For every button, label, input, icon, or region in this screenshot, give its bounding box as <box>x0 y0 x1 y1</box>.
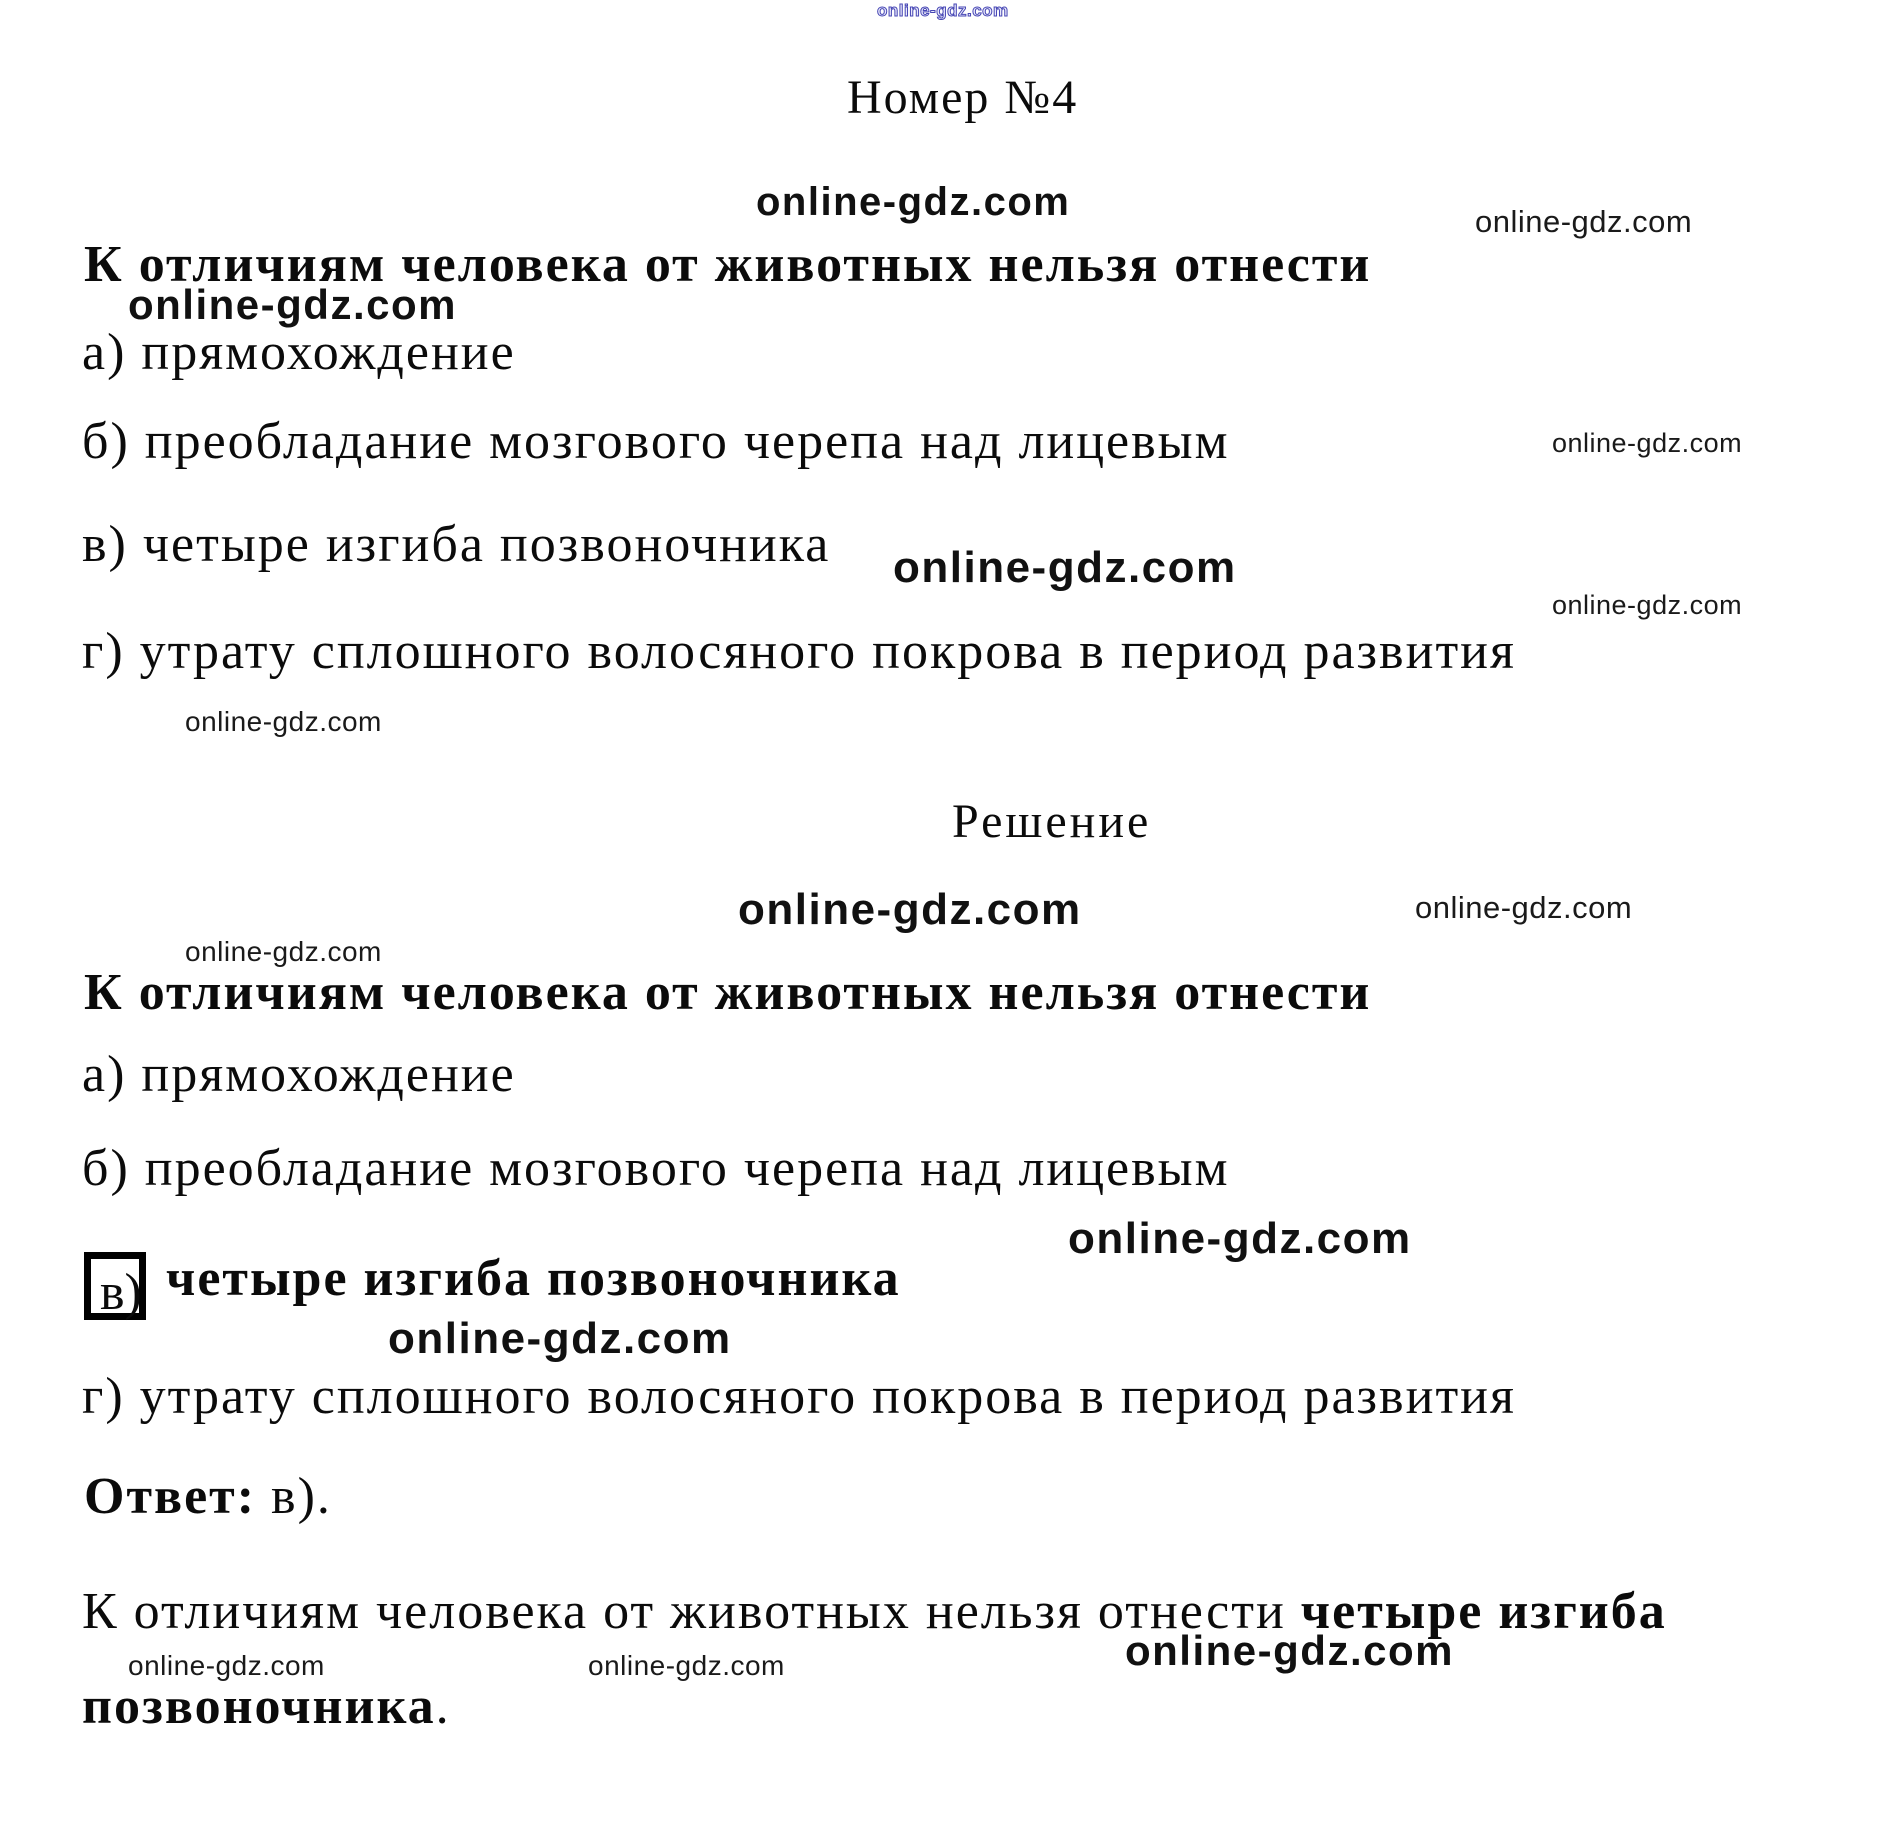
watermark-left-small-2: online-gdz.com <box>185 936 382 967</box>
watermark-left-small-1: online-gdz.com <box>185 706 382 737</box>
watermark-right-4: online-gdz.com <box>1415 890 1633 925</box>
question-option-a: а) прямохождение <box>82 324 516 381</box>
watermark-bottom-small-1: online-gdz.com <box>128 1650 325 1681</box>
conclusion-regular: К отличиям человека от животных нельзя отнести <box>82 1583 1301 1640</box>
solution-prompt: К отличиям человека от животных нельзя отнести <box>84 964 1372 1021</box>
watermark-left-medium-1: online-gdz.com <box>128 281 457 328</box>
watermark-bottom-large: online-gdz.com <box>1125 1627 1454 1674</box>
watermark-right-2: online-gdz.com <box>1552 428 1743 458</box>
watermark-center-large-4: online-gdz.com <box>1068 1214 1412 1263</box>
solution-title: Решение <box>952 795 1152 848</box>
question-option-g: г) утрату сплошного волосяного покрова в период развития <box>82 623 1516 680</box>
solution-option-a: а) прямохождение <box>82 1046 516 1103</box>
watermark-center-large-1: online-gdz.com <box>756 180 1071 224</box>
conclusion-line-2 <box>82 1678 451 1735</box>
conclusion-bold-2: позвоночника <box>82 1678 436 1735</box>
solution-option-b: б) преобладание мозгового черепа над лицевым <box>82 1140 1230 1197</box>
watermark-top-tiny: online-gdz.com <box>877 1 1009 20</box>
conclusion-bold-1: четыре изгиба <box>1300 1583 1667 1640</box>
correct-answer-letter: в) <box>100 1264 142 1321</box>
solution-option-v-bold: четыре изгиба позвоночника <box>166 1250 901 1307</box>
answer-label: Ответ: <box>84 1468 257 1525</box>
watermark-right-1: online-gdz.com <box>1475 204 1693 239</box>
conclusion-period: . <box>435 1678 451 1735</box>
watermark-bottom-small-2: online-gdz.com <box>588 1650 785 1681</box>
watermark-center-large-5: online-gdz.com <box>388 1314 732 1363</box>
watermark-center-large-2: online-gdz.com <box>893 543 1237 592</box>
answer-value: в). <box>256 1468 332 1525</box>
question-prompt: К отличиям человека от животных нельзя отнести <box>84 236 1372 293</box>
question-title: Номер №4 <box>847 71 1079 124</box>
answer-line <box>84 1468 332 1525</box>
question-option-v: в) четыре изгиба позвоночника <box>82 516 831 573</box>
correct-answer-frame <box>84 1252 146 1320</box>
watermark-center-large-3: online-gdz.com <box>738 885 1082 934</box>
watermark-right-3: online-gdz.com <box>1552 590 1743 620</box>
solution-option-g: г) утрату сплошного волосяного покрова в период развития <box>82 1368 1516 1425</box>
question-option-b: б) преобладание мозгового черепа над лицевым <box>82 413 1230 470</box>
